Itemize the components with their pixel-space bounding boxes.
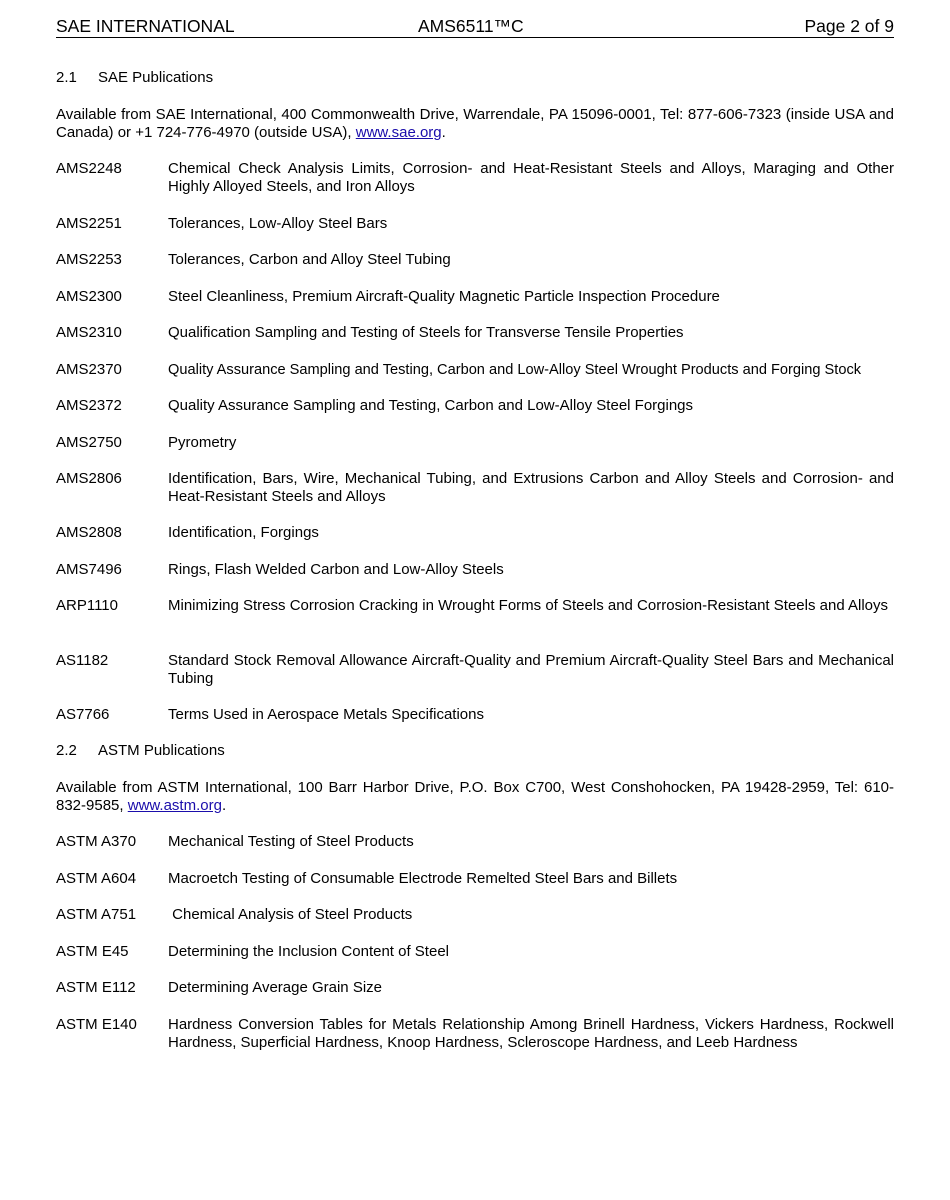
ref-title: Standard Stock Removal Allowance Aircraft-Quality and Premium Aircraft-Quality Steel Bars and Mechanical Tubing — [168, 652, 894, 687]
ref-title: Terms Used in Aerospace Metals Specifications — [168, 706, 484, 723]
section-heading — [56, 69, 213, 87]
ref-title: Minimizing Stress Corrosion Cracking in Wrought Forms of Steels and Corrosion-Resistant Steels and Alloys — [168, 597, 889, 614]
section-number: 2.1 — [56, 69, 77, 86]
section-heading — [56, 742, 225, 760]
ref-title: Determining Average Grain Size — [168, 979, 382, 996]
ref-title: Chemical Analysis of Steel Products — [168, 906, 413, 923]
ref-code: ASTM A751 — [56, 906, 137, 923]
ref-code: AMS2370 — [56, 361, 122, 378]
page-header — [56, 15, 894, 38]
ref-title: Tolerances, Low-Alloy Steel Bars — [168, 215, 388, 232]
ref-title: Determining the Inclusion Content of Steel — [168, 943, 449, 960]
ref-title: Pyrometry — [168, 434, 237, 451]
ref-code: ASTM E45 — [56, 943, 129, 960]
ref-code: AMS2251 — [56, 215, 122, 232]
ref-title: Macroetch Testing of Consumable Electrode Remelted Steel Bars and Billets — [168, 870, 678, 887]
header-org: SAE INTERNATIONAL — [56, 16, 235, 36]
ref-code: ARP1110 — [56, 597, 118, 614]
ref-code: AMS7496 — [56, 561, 122, 578]
ref-code: ASTM E140 — [56, 1016, 137, 1033]
sae-link[interactable]: www.sae.org — [355, 124, 442, 141]
section-intro — [56, 779, 894, 815]
intro-end: . — [221, 797, 227, 814]
ref-code: AMS2310 — [56, 324, 122, 341]
ref-code: AMS2248 — [56, 160, 122, 177]
ref-code: AMS2808 — [56, 524, 122, 541]
section-title: SAE Publications — [98, 69, 214, 86]
header-doc-id: AMS6511™C — [418, 16, 524, 36]
ref-code: AS1182 — [56, 652, 109, 669]
ref-title: Mechanical Testing of Steel Products — [168, 833, 414, 850]
ref-code: AMS2300 — [56, 288, 122, 305]
intro-end: . — [441, 124, 446, 141]
ref-title: Tolerances, Carbon and Alloy Steel Tubing — [168, 251, 451, 268]
ref-code: ASTM A370 — [56, 833, 137, 850]
ref-title: Steel Cleanliness, Premium Aircraft-Quality Magnetic Particle Inspection Procedure — [168, 288, 720, 305]
ref-code: AMS2806 — [56, 470, 122, 487]
ref-title: Chemical Check Analysis Limits, Corrosion- and Heat-Resistant Steels and Alloys, Maraging and Other Highly Alloyed Steels, and Iron Alloys — [168, 160, 894, 195]
intro-text: Available from SAE International, 400 Commonwealth Drive, Warrendale, PA 15096-0001, Tel: 877-606-7323 (inside USA and Canada) or +1 724-776-4970 (outside USA), — [56, 106, 894, 141]
intro-text: Available from ASTM International, 100 Barr Harbor Drive, P.O. Box C700, West Conshohocken, PA 19428-2959, Tel: 610-832-9585, — [56, 779, 894, 814]
ref-title: Rings, Flash Welded Carbon and Low-Alloy Steels — [168, 561, 504, 578]
ref-code: AMS2253 — [56, 251, 122, 268]
ref-title: Identification, Bars, Wire, Mechanical Tubing, and Extrusions Carbon and Alloy Steels and Corrosion- and Heat-Resistant Steels and Alloys — [168, 470, 894, 505]
ref-code: AMS2372 — [56, 397, 122, 414]
ref-title: Hardness Conversion Tables for Metals Relationship Among Brinell Hardness, Vickers Hardness, Rockwell Hardness, Superficial Hardness, Knoop Hardness, Scleroscope Hardness, and Leeb Hardness — [168, 1016, 894, 1051]
ref-code: AS7766 — [56, 706, 110, 723]
section-number: 2.2 — [56, 742, 77, 759]
astm-link[interactable]: www.astm.org — [127, 797, 222, 814]
ref-title: Qualification Sampling and Testing of Steels for Transverse Tensile Properties — [168, 324, 684, 341]
ref-code: ASTM A604 — [56, 870, 137, 887]
section-title: ASTM Publications — [98, 742, 225, 759]
ref-title: Quality Assurance Sampling and Testing, Carbon and Low-Alloy Steel Wrought Products and Forging Stock — [168, 362, 862, 378]
ref-title: Quality Assurance Sampling and Testing, Carbon and Low-Alloy Steel Forgings — [168, 397, 694, 414]
header-page-number: Page 2 of 9 — [804, 16, 894, 36]
ref-title: Identification, Forgings — [168, 524, 319, 541]
ref-code: AMS2750 — [56, 434, 122, 451]
ref-code: ASTM E112 — [56, 979, 136, 996]
section-intro — [56, 106, 894, 142]
